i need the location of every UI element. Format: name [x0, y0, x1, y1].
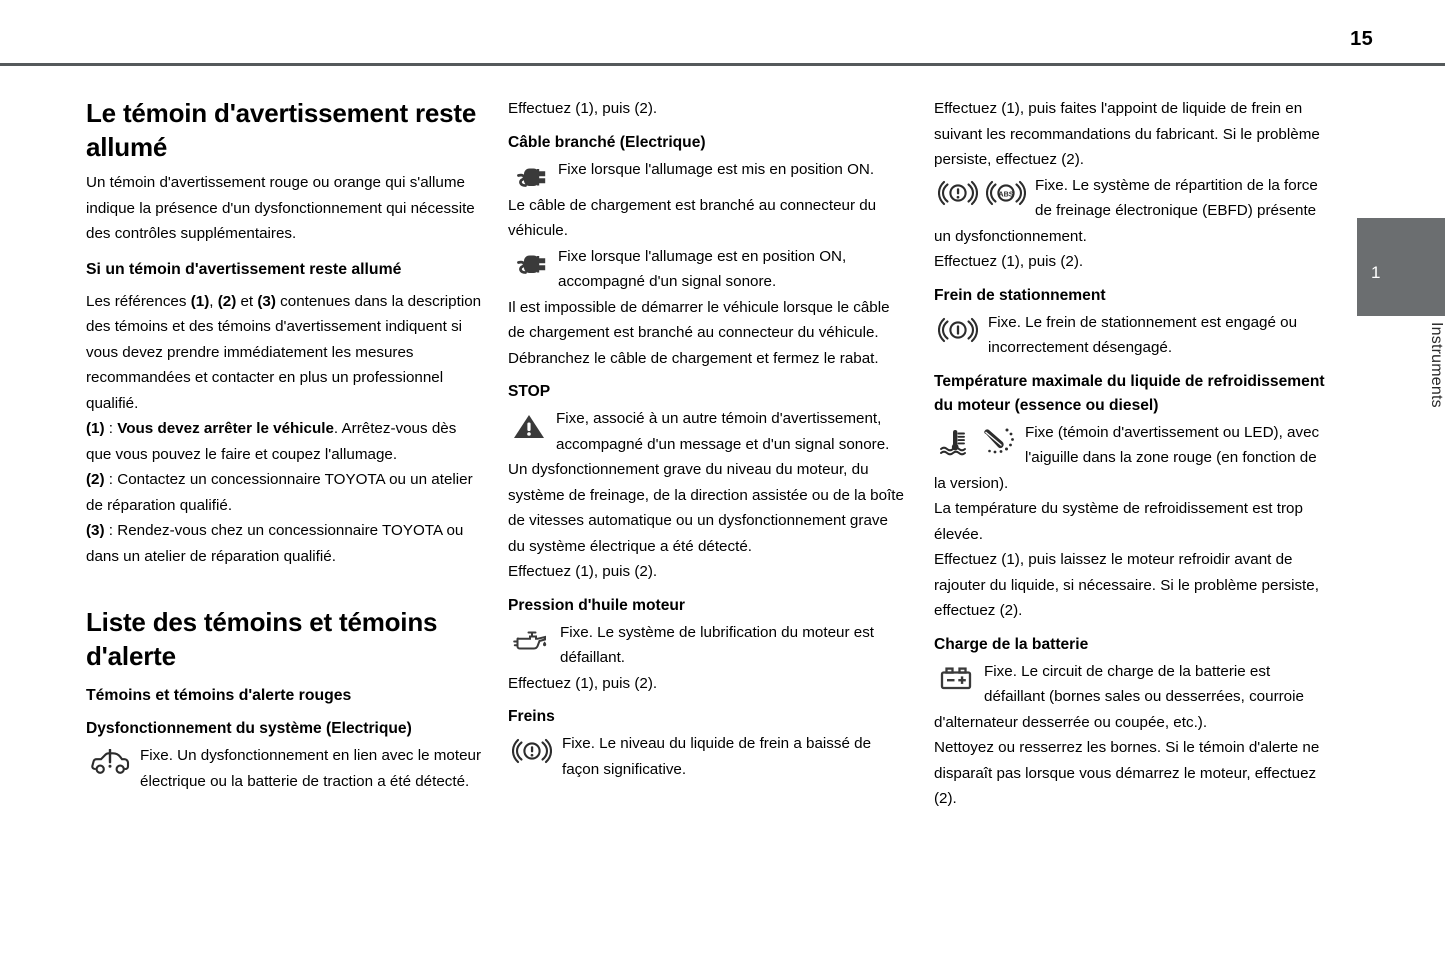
telltale-icon-group — [512, 626, 550, 654]
telltale-text-stop: Fixe, associé à un autre témoin d'avertissement, accompagné d'un message et d'un signal sonore. — [556, 410, 890, 453]
telltale-stop — [508, 406, 904, 457]
electric-car-fault-icon — [90, 749, 130, 777]
telltale-text-coolant-temp: Fixe (témoin d'avertissement ou LED), avec l'aiguille dans la zone rouge (en fonction de la version). — [934, 423, 1320, 492]
telltale-icon-group — [938, 426, 1016, 458]
parking-brake-icon — [938, 316, 978, 344]
ref-item-1-label: (1) — [86, 420, 105, 437]
ref-item-1-sep: : — [104, 420, 118, 437]
reference-item-3 — [86, 518, 482, 569]
telltale-after-cable-connected-on: Le câble de chargement est branché au connecteur du véhicule. — [508, 196, 877, 239]
telltale-after2-coolant-temp: Effectuez (1), puis laissez le moteur refroidir avant de rajouter du liquide, si nécessaire. Si le problème persiste, effectuez (2). — [934, 551, 1319, 619]
brake-warning-icon — [512, 737, 552, 765]
telltale-icon-group — [512, 412, 546, 442]
telltale-heading-battery-charge: Charge de la batterie — [934, 635, 1089, 653]
ref-item-3-sep: : — [104, 522, 118, 539]
reference-item-1 — [86, 416, 482, 467]
subheading-red-telltales: Témoins et témoins d'alerte rouges — [86, 687, 352, 704]
ref-item-2-label: (2) — [86, 471, 105, 488]
battery-charge-icon — [938, 665, 974, 693]
telltale-after-oil-pressure: Effectuez (1), puis (2). — [508, 674, 658, 692]
warning-triangle-icon — [512, 412, 546, 442]
telltale-after-coolant-temp: La température du système de refroidissement est trop élevée. — [934, 500, 1303, 543]
telltale-coolant-temp — [934, 420, 1332, 497]
column-1 — [86, 96, 482, 794]
page-title: Le témoin d'avertissement reste allumé — [86, 98, 477, 162]
subheading-warning-stays-on: Si un témoin d'avertissement reste allumé — [86, 260, 402, 278]
telltale-icon-group — [512, 737, 552, 765]
refs-sep-2: et — [236, 292, 258, 310]
col2-continuation-line: Effectuez (1), puis (2). — [508, 100, 658, 117]
charging-plug-icon — [512, 163, 548, 193]
telltale-heading-cable-connected: Câble branché (Electrique) — [508, 133, 706, 151]
ref-item-3-label: (3) — [86, 522, 105, 539]
reference-item-2 — [86, 467, 482, 518]
telltale-electric-system-fault — [86, 743, 482, 794]
ref-1: (1) — [190, 292, 210, 310]
telltale-text-oil-pressure: Fixe. Le système de lubrification du moteur est défaillant. — [560, 623, 875, 666]
telltale-cable-connected-on — [508, 157, 904, 193]
telltale-heading-stop: STOP — [508, 383, 551, 400]
telltale-parking-brake — [934, 310, 1332, 361]
telltale-battery-charge — [934, 659, 1332, 736]
telltale-after-cable-connected-buzzer: Il est impossible de démarrer le véhicule lorsque le câble de chargement est branché au connecteur du véhicule. Débranchez le câble de chargement et fermez le rabat. — [508, 298, 890, 367]
telltale-cable-connected-buzzer — [508, 244, 904, 295]
telltale-text-battery-charge: Fixe. Le circuit de charge de la batterie est défaillant (bornes sales ou desserrées, courroie d'alternateur desserrée ou coupée, etc.). — [934, 662, 1304, 731]
column-3 — [934, 96, 1332, 812]
coolant-led-icon — [980, 426, 1016, 458]
telltale-heading-coolant-temp: Température maximale du liquide de refroidissement du moteur (essence ou diesel) — [934, 372, 1325, 414]
telltale-text-cable-connected-buzzer: Fixe lorsque l'allumage est en position ON, accompagné d'un signal sonore. — [558, 247, 847, 290]
ref-item-1-bold: Vous devez arrêter le véhicule — [117, 420, 334, 437]
telltale-heading-brakes: Freins — [508, 708, 555, 725]
section-title-telltale-list: Liste des témoins et témoins d'alerte — [86, 607, 438, 671]
telltale-heading-parking-brake: Frein de stationnement — [934, 286, 1106, 304]
references-paragraph — [86, 289, 482, 417]
ref-3: (3) — [257, 292, 276, 310]
refs-sep-1: , — [209, 292, 218, 310]
telltale-oil-pressure — [508, 620, 904, 671]
telltale-text-electric-system-fault: Fixe. Un dysfonctionnement en lien avec le moteur électrique ou la batterie de traction a été détecté. — [140, 747, 482, 790]
ref-item-3-rest: Rendez-vous chez un concessionnaire TOYOTA ou dans un atelier de réparation qualifié. — [86, 522, 464, 565]
telltale-icon-group — [938, 316, 978, 344]
telltale-icon-group — [512, 163, 548, 193]
telltale-after2-stop: Effectuez (1), puis (2). — [508, 563, 658, 580]
telltale-text-cable-connected-on: Fixe lorsque l'allumage est mis en position ON. — [558, 160, 875, 178]
page-number: 15 — [1350, 28, 1373, 50]
telltale-brakes — [508, 731, 904, 782]
ref-item-1-rest: . Arrêtez-vous dès que vous pouvez le faire et coupez l'allumage. — [86, 420, 457, 463]
telltale-icon-group — [512, 250, 548, 280]
telltale-after-stop: Un dysfonctionnement grave du niveau du moteur, du système de freinage, de la direction assistée ou de la boîte de vitesses automatique ou un dysfonctionnement grave du système électrique a été détecté. — [508, 461, 904, 555]
chapter-tab — [1357, 218, 1445, 316]
telltale-text-ebfd: Fixe. Le système de répartition de la force de freinage électronique (EBFD) présente un dysfonctionnement. — [934, 176, 1318, 245]
ref-item-2-rest: Contactez un concessionnaire TOYOTA ou un atelier de réparation qualifié. — [86, 471, 473, 514]
telltale-icon-group — [938, 179, 1026, 207]
refs-intro-b: contenues dans la description des témoins et des témoins d'avertissement indiquent si vous devez prendre immédiatement les mesures recommandées et contacter en plus un professionnel qualifié. — [86, 292, 482, 412]
telltale-after-ebfd: Effectuez (1), puis (2). — [934, 253, 1084, 270]
intro-paragraph: Un témoin d'avertissement rouge ou orange qui s'allume indique la présence d'un dysfonctionnement qui nécessite des contrôles supplémentaires. — [86, 174, 475, 242]
charging-plug-icon — [512, 250, 548, 280]
chapter-label: Instruments — [1428, 322, 1445, 408]
column-2 — [508, 96, 904, 782]
telltale-icon-group — [938, 665, 974, 693]
chapter-number: 1 — [1371, 263, 1381, 282]
refs-intro-a: Les références — [86, 292, 191, 310]
oil-can-icon — [512, 626, 550, 654]
telltale-after-battery-charge: Nettoyez ou resserrez les bornes. Si le témoin d'alerte ne disparaît pas lorsque vous démarrez le moteur, effectuez (2). — [934, 739, 1320, 807]
header-divider — [0, 63, 1445, 66]
telltale-text-parking-brake: Fixe. Le frein de stationnement est engagé ou incorrectement désengagé. — [988, 313, 1298, 356]
svg-text:ABS: ABS — [998, 188, 1014, 198]
ref-2: (2) — [217, 292, 237, 310]
telltale-text-brakes: Fixe. Le niveau du liquide de frein a baissé de façon significative. — [562, 735, 872, 778]
abs-icon — [986, 179, 1026, 207]
telltale-icon-group — [90, 749, 130, 777]
col3-continuation-line: Effectuez (1), puis faites l'appoint de liquide de frein en suivant les recommandations du fabricant. Si le problème persiste, effectuez (2). — [934, 100, 1320, 168]
coolant-temp-icon — [938, 427, 972, 457]
ref-item-2-sep: : — [104, 471, 118, 488]
brake-warning-icon — [938, 179, 978, 207]
telltale-ebfd — [934, 173, 1332, 250]
telltale-heading-oil-pressure: Pression d'huile moteur — [508, 596, 686, 614]
telltale-heading-electric-system-fault: Dysfonctionnement du système (Electrique) — [86, 720, 412, 737]
